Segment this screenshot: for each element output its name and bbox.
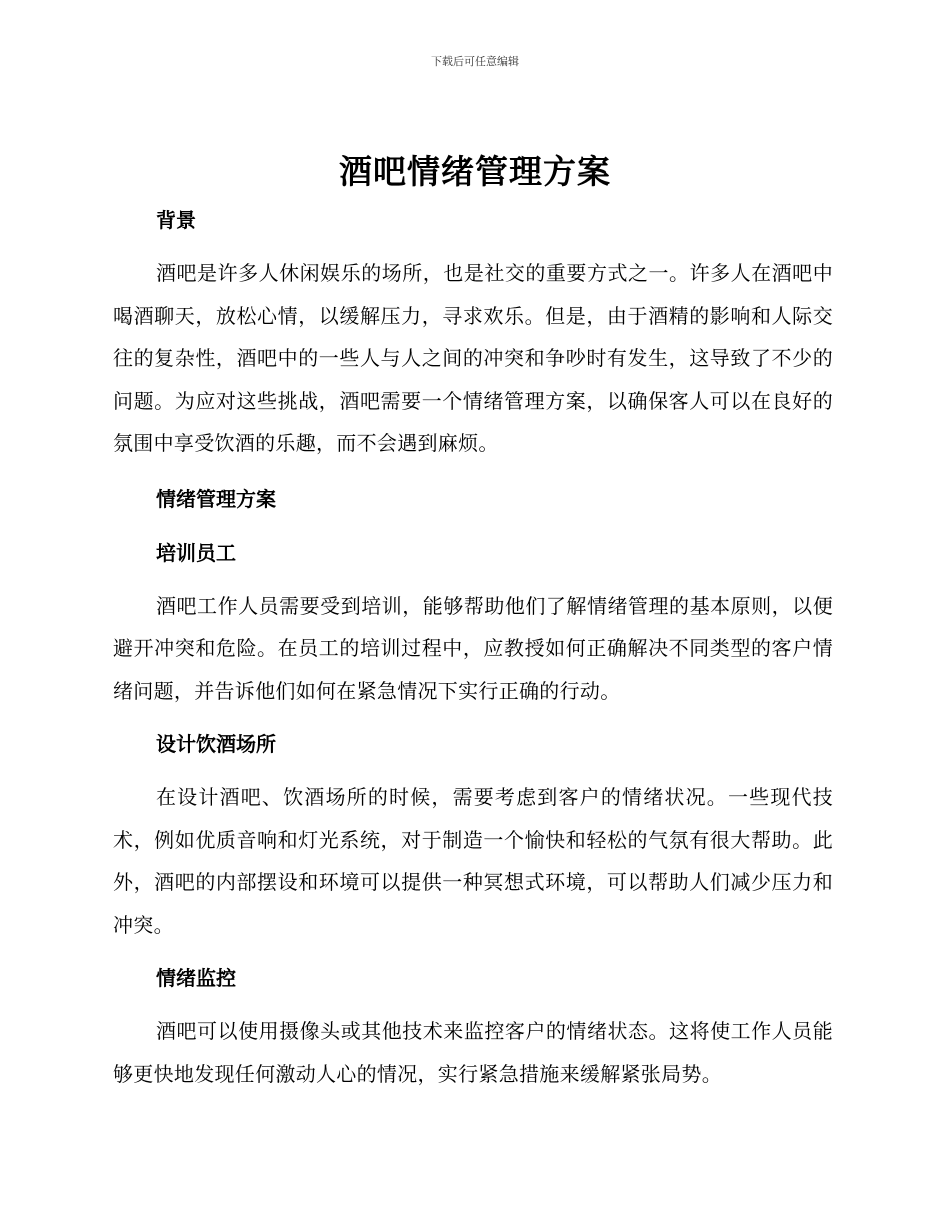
section-heading-monitor: 情绪监控 xyxy=(156,966,236,990)
paragraph-training: 酒吧工作人员需要受到培训，能够帮助他们了解情绪管理的基本原则，以便避开冲突和危险。在员工的培训过程中，应教授如何正确解决不同类型的客户情绪问题，并告诉他们如何在紧急情况下实行正确的行动。 xyxy=(113,593,833,703)
spacer xyxy=(113,764,833,776)
spacer xyxy=(113,240,833,252)
page-header-note: 下载后可任意编辑 xyxy=(431,55,519,68)
section-heading-design: 设计饮酒场所 xyxy=(156,732,276,756)
paragraph-background: 酒吧是许多人休闲娱乐的场所，也是社交的重要方式之一。许多人在酒吧中喝酒聊天，放松心情，以缓解压力，寻求欢乐。但是，由于酒精的影响和人际交往的复杂性，酒吧中的一些人与人之间的冲突和争吵时有发生，这导致了不少的问题。为应对这些挑战，酒吧需要一个情绪管理方案，以确保客人可以在良好的氛围中享受饮酒的乐趣，而不会遇到麻烦。 xyxy=(113,261,833,455)
paragraph-monitor: 酒吧可以使用摄像头或其他技术来监控客户的情绪状态。这将使工作人员能够更快地发现任何激动人心的情况，实行紧急措施来缓解紧张局势。 xyxy=(113,1019,833,1086)
document-title: 酒吧情绪管理方案 xyxy=(339,152,611,191)
document-body xyxy=(113,200,833,1095)
paragraph-design: 在设计酒吧、饮酒场所的时候，需要考虑到客户的情绪状况。一些现代技术，例如优质音响和灯光系统，对于制造一个愉快和轻松的气氛有很大帮助。此外，酒吧的内部摆设和环境可以提供一种冥想式环境，可以帮助人们减少压力和冲突。 xyxy=(113,785,833,937)
section-heading-background: 背景 xyxy=(156,208,196,232)
spacer xyxy=(113,573,833,585)
section-heading-training: 培训员工 xyxy=(156,540,236,565)
spacer xyxy=(113,519,833,533)
spacer xyxy=(113,946,833,958)
spacer xyxy=(113,712,833,724)
section-heading-plan: 情绪管理方案 xyxy=(156,486,276,511)
spacer xyxy=(113,465,833,479)
spacer xyxy=(113,998,833,1010)
